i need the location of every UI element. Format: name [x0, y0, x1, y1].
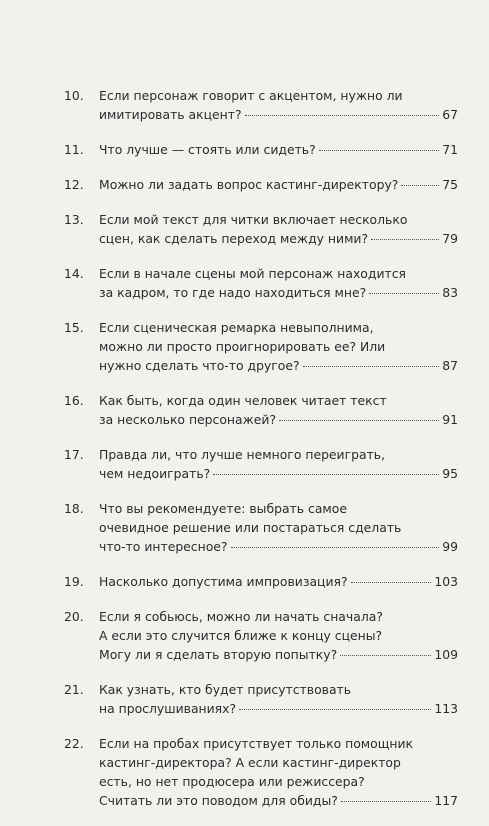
entry-number: 14. — [64, 266, 84, 281]
entry-title-line: кастинг-директора? А если кастинг-директор — [99, 755, 401, 770]
entry-title-line: имитировать акцент? — [99, 107, 242, 122]
page-number: 75 — [442, 177, 458, 192]
entry-number: 21. — [64, 682, 84, 697]
entry-title-line: сцен, как сделать переход между ними? — [99, 231, 369, 246]
toc-entry — [64, 391, 458, 429]
dot-leader — [319, 150, 440, 151]
entry-number: 22. — [64, 736, 84, 751]
entry-number: 12. — [64, 177, 84, 192]
entry-number: 19. — [64, 574, 84, 589]
toc-entry — [64, 86, 458, 124]
dot-leader — [303, 366, 440, 367]
entry-title-line: Могу ли я сделать вторую попытку? — [99, 647, 338, 662]
dot-leader — [231, 547, 440, 548]
entry-title-line: Что вы рекомендуете: выбрать самое — [99, 501, 347, 516]
dot-leader — [213, 474, 439, 475]
table-of-contents — [64, 86, 458, 826]
entry-title-line: нужно сделать что-то другое? — [99, 358, 300, 373]
entry-title-line: Если мой текст для читки включает несколько — [99, 212, 408, 227]
toc-entry — [64, 572, 458, 591]
entry-title-line: за несколько персонажей? — [99, 412, 277, 427]
page-number: 67 — [442, 107, 458, 122]
entry-number: 17. — [64, 447, 84, 462]
entry-title-line: на прослушиваниях? — [99, 701, 237, 716]
dot-leader — [369, 293, 439, 294]
page-number: 95 — [442, 466, 458, 481]
page-number: 71 — [442, 142, 458, 157]
page-number: 87 — [442, 358, 458, 373]
toc-entry — [64, 445, 458, 483]
page-number: 117 — [434, 793, 458, 808]
toc-entry — [64, 318, 458, 375]
entry-number: 18. — [64, 501, 84, 516]
page-number: 99 — [442, 539, 458, 554]
dot-leader — [245, 115, 440, 116]
page-number: 91 — [442, 412, 458, 427]
entry-title-line: Насколько допустима импровизация? — [99, 574, 348, 589]
entry-title-line: чем недоиграть? — [99, 466, 211, 481]
entry-number: 20. — [64, 609, 84, 624]
dot-leader — [279, 420, 439, 421]
entry-title-line: Как быть, когда один человек читает текст — [99, 393, 387, 408]
dot-leader — [401, 185, 439, 186]
entry-title-line: Как узнать, кто будет присутствовать — [99, 682, 352, 697]
entry-title-line: есть, но нет продюсера или режиссера? — [99, 774, 365, 789]
page-number: 79 — [442, 231, 458, 246]
dot-leader — [239, 709, 431, 710]
entry-title-line: Если персонаж говорит с акцентом, нужно ли — [99, 88, 403, 103]
entry-title-line: Если в начале сцены мой персонаж находится — [99, 266, 406, 281]
entry-number: 15. — [64, 320, 84, 335]
toc-entry — [64, 210, 458, 248]
entry-number: 16. — [64, 393, 84, 408]
entry-title-line: Если сценическая ремарка невыполнима, — [99, 320, 374, 335]
entry-title-line: можно ли просто проигнорировать ее? Или — [99, 339, 386, 354]
toc-entry — [64, 680, 458, 718]
dot-leader — [371, 239, 439, 240]
entry-number: 11. — [64, 142, 84, 157]
entry-title-line: Если на пробах присутствует только помощник — [99, 736, 414, 751]
toc-entry — [64, 264, 458, 302]
dot-leader — [340, 655, 431, 656]
entry-title-line: что-то интересное? — [99, 539, 228, 554]
entry-number: 13. — [64, 212, 84, 227]
page-number: 83 — [442, 285, 458, 300]
entry-title-line: Можно ли задать вопрос кастинг-директору? — [99, 177, 399, 192]
toc-entry — [64, 499, 458, 556]
entry-title-line: А если это случится ближе к концу сцены? — [99, 628, 383, 643]
entry-title-line: Считать ли это поводом для обиды? — [99, 793, 338, 808]
entry-title-line: очевидное решение или постараться сделать — [99, 520, 402, 535]
entry-title-line: за кадром, то где надо находиться мне? — [99, 285, 367, 300]
toc-entry — [64, 140, 458, 159]
page-number: 109 — [434, 647, 458, 662]
dot-leader — [341, 801, 432, 802]
toc-entry — [64, 734, 458, 810]
entry-title-line: Если я собьюсь, можно ли начать сначала? — [99, 609, 383, 624]
entry-title-line: Правда ли, что лучше немного переиграть, — [99, 447, 386, 462]
entry-title-line: Что лучше — стоять или сидеть? — [99, 142, 316, 157]
dot-leader — [351, 582, 432, 583]
toc-entry — [64, 175, 458, 194]
toc-entry — [64, 607, 458, 664]
page-number: 103 — [434, 574, 458, 589]
entry-number: 10. — [64, 88, 84, 103]
page-number: 113 — [434, 701, 458, 716]
